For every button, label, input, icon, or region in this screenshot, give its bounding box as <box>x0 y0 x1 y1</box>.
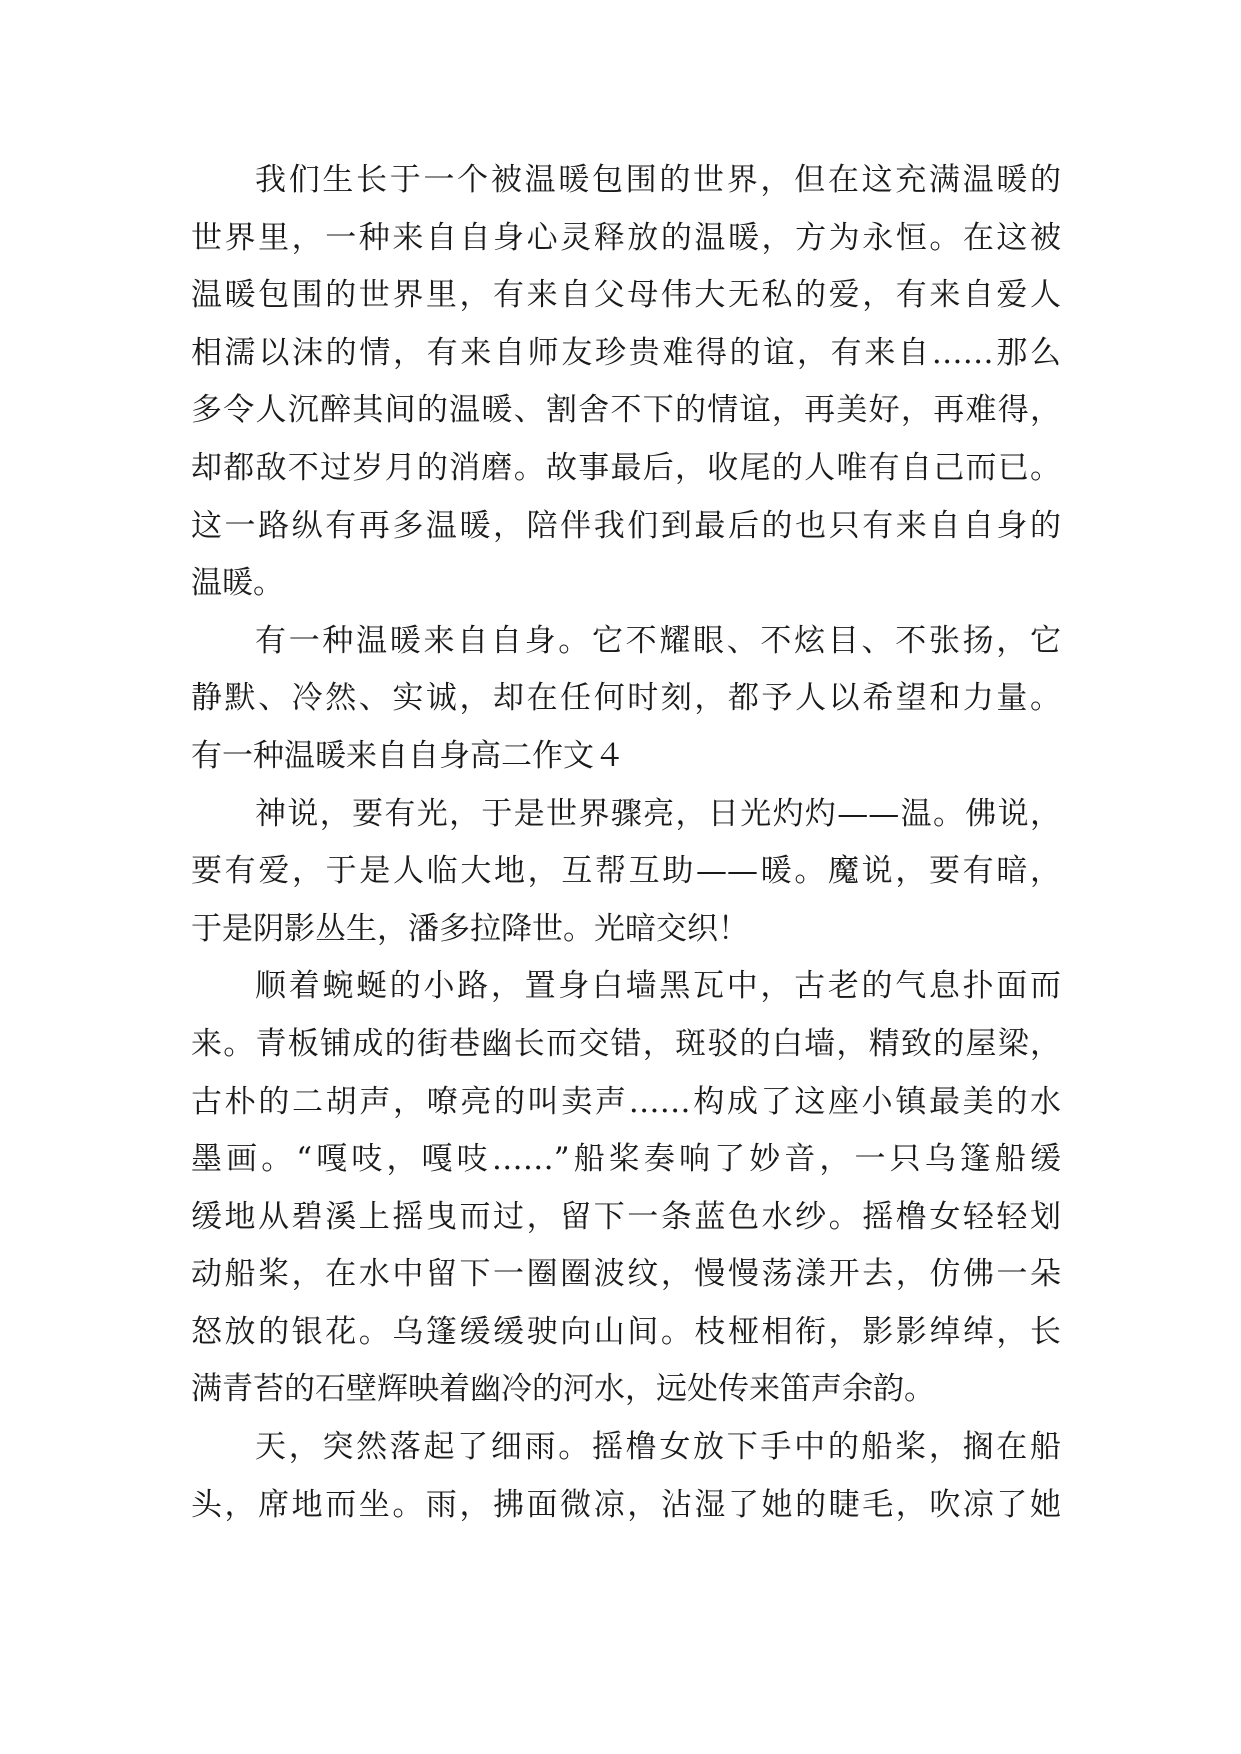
text-line: 我们生长于一个被温暖包围的世界，但在这充满温暖的 <box>255 162 1061 198</box>
text-line: 多令人沉醉其间的温暖、割舍不下的情谊，再美好，再难得， <box>191 392 1061 429</box>
text-line: 头，席地而坐。雨，拂面微凉，沾湿了她的睫毛，吹凉了她 <box>191 1486 1061 1523</box>
text-line: 温暖包围的世界里，有来自父母伟大无私的爱，有来自爱人 <box>191 277 1061 314</box>
text-line: 要有爱，于是人临大地，互帮互助——暖。魔说，要有暗， <box>191 853 1061 890</box>
text-line: 天，突然落起了细雨。摇橹女放下手中的船桨，搁在船 <box>255 1429 1061 1466</box>
essay-title: 有一种温暖来自自身高二作文４ <box>191 737 625 774</box>
text-line: 世界里，一种来自自身心灵释放的温暖，方为永恒。在这被 <box>191 219 1061 256</box>
text-line: 墨画。“嘎吱，嘎吱……”船桨奏响了妙音，一只乌篷船缓 <box>191 1141 1061 1178</box>
text-line: 顺着蜿蜒的小路，置身白墙黑瓦中，古老的气息扑面而 <box>255 968 1061 1005</box>
text-line: 这一路纵有再多温暖，陪伴我们到最后的也只有来自自身的 <box>191 507 1061 544</box>
text-line: 来。青板铺成的街巷幽长而交错，斑驳的白墙，精致的屋梁， <box>191 1025 1061 1062</box>
text-line: 温暖。 <box>191 565 284 602</box>
text-line: 动船桨，在水中留下一圈圈波纹，慢慢荡漾开去，仿佛一朵 <box>191 1256 1061 1293</box>
text-line: 古朴的二胡声，嘹亮的叫卖声……构成了这座小镇最美的水 <box>191 1083 1061 1120</box>
text-line: 满青苔的石壁辉映着幽冷的河水，远处传来笛声余韵。 <box>191 1371 935 1408</box>
text-line: 怒放的银花。乌篷缓缓驶向山间。枝桠相衔，影影绰绰，长 <box>191 1313 1061 1350</box>
text-line: 于是阴影丛生，潘多拉降世。光暗交织！ <box>191 910 749 947</box>
text-line: 神说，要有光，于是世界骤亮，日光灼灼——温。佛说， <box>255 795 1061 832</box>
text-line: 却都敌不过岁月的消磨。故事最后，收尾的人唯有自己而已。 <box>191 449 1061 486</box>
essay-body <box>191 152 1061 1534</box>
text-line: 缓地从碧溪上摇曳而过，留下一条蓝色水纱。摇橹女轻轻划 <box>191 1198 1061 1235</box>
text-line: 相濡以沫的情，有来自师友珍贵难得的谊，有来自……那么 <box>191 334 1061 371</box>
text-line: 静默、冷然、实诚，却在任何时刻，都予人以希望和力量。 <box>191 680 1061 717</box>
text-line: 有一种温暖来自自身。它不耀眼、不炫目、不张扬，它 <box>255 622 1061 659</box>
